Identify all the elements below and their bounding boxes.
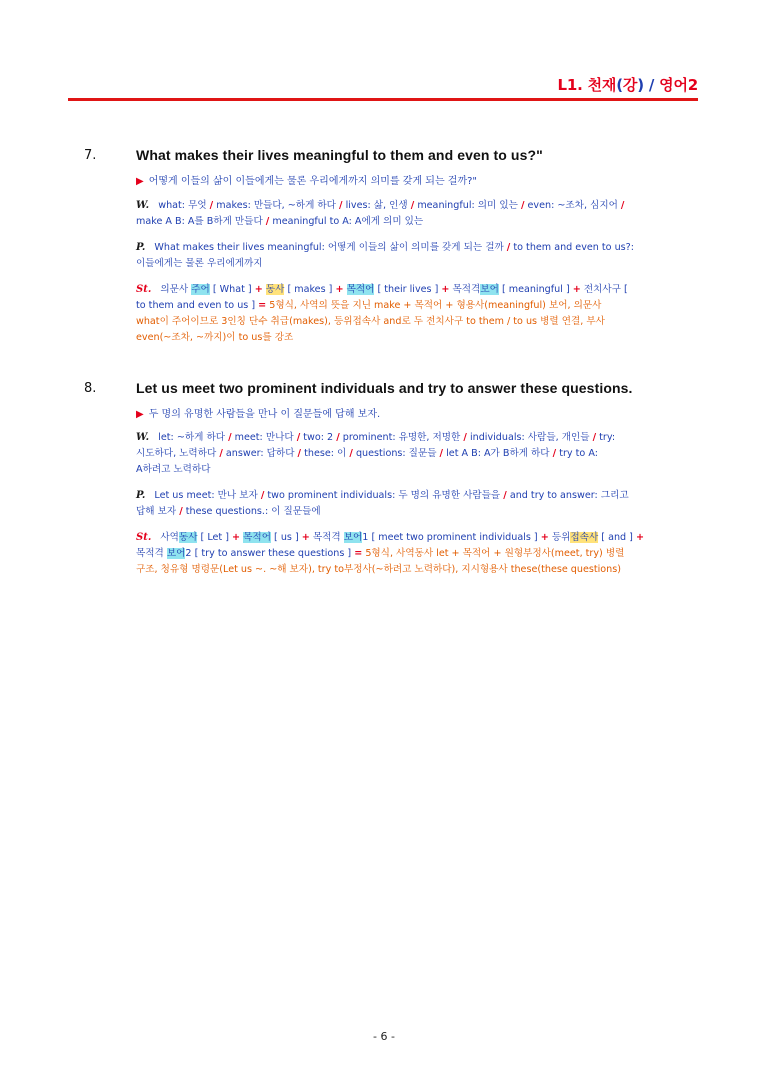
word-item: two: 2 — [303, 432, 334, 443]
page-header — [558, 74, 698, 95]
st-bracket: [ Let ] — [200, 532, 229, 543]
publisher-label: 천재 — [587, 76, 617, 94]
word-item: try to A: — [559, 448, 598, 459]
st-bracket: to them and even to us ] — [136, 300, 256, 311]
word-item: meaningful to A: A에게 의미 있는 — [272, 216, 424, 227]
triangle-right-icon: ▶ — [136, 409, 144, 420]
q8-translation — [136, 405, 380, 420]
q7-words-line1: W. what: 무엇 / makes: 만들다, ~하게 하다 / lives: 삶, 인생 / meaningful: 의미 있는 / even: ~조차, 심지어 / — [136, 200, 625, 211]
word-item: meet: 만나다 — [234, 432, 294, 443]
q7-w-tag: W. — [136, 200, 150, 211]
header-divider — [68, 98, 698, 101]
q7-words-line2: make A B: A를 B하게 만들다 / meaningful to A: A에게 의미 있는 — [136, 216, 424, 227]
st-label: 목적격 — [452, 284, 481, 295]
st-bracket: [ try to answer these questions ] — [194, 548, 352, 559]
st-explanation: what이 주어이므로 3인칭 단수 취급(makes), 등위접속사 and로 두 전치사구 to them / to us 병렬 연결, 부사 — [136, 316, 605, 327]
phrase-item: to them and even to us?: — [513, 242, 634, 253]
phrase-item: two prominent individuals: 두 명의 유명한 사람들을 — [267, 490, 501, 501]
paren-close: ) — [637, 76, 644, 94]
st-bracket: [ their lives ] — [377, 284, 439, 295]
q7-title: What makes their lives meaningful to them and even to us?" — [136, 147, 543, 163]
st-highlight: 목적어 — [346, 284, 375, 295]
word-item: these: 이 — [304, 448, 347, 459]
st-index: 1 — [362, 532, 369, 543]
st-explanation: 5형식, 사역동사 let + 목적어 + 원형부정사(meet, try) 병렬 — [365, 548, 625, 559]
q8-st-tag: St. — [136, 532, 152, 543]
word-item: try: — [599, 432, 616, 443]
st-label: 등위 — [551, 532, 571, 543]
st-bracket: [ meet two prominent individuals ] — [371, 532, 538, 543]
st-index: 2 — [185, 548, 192, 559]
q7-structure: St. 의문사 주어 [ What ] + 동사 [ makes ] + 목적어 [ their lives ] + 목적격보어 [ meaningful ] + 전치사구 [ to them and even to us ] = 5형식, 사역의 뜻을 지닌 make + 목적어 + 형용사(meaningful) 보어, 의문사 what이 주어이므로 3인칭 단수 취급(makes), 등위접속사 and로 두 전치사구 to them / to us 병렬 연결, 부사 even(~조차, ~까지)이 to us를 강조 — [136, 284, 628, 343]
word-item: even: ~조차, 심지어 — [527, 200, 618, 211]
word-item: questions: 질문들 — [355, 448, 437, 459]
q8-structure: St. 사역동사 [ Let ] + 목적어 [ us ] + 목적격 보어1 [ meet two prominent individuals ] + 등위접속사 [ and ] + 목적격 보어2 [ try to answer these questions ] = 5형식, 사역동사 let + 목적어 + 원형부정사(meet, try) 병렬 구조, 청유형 명령문(Let us ~. ~해 보자), try to부정사(~하려고 노력하다), 지시형용사 these(these questions) — [136, 532, 645, 575]
st-bracket: [ us ] — [274, 532, 299, 543]
phrase-item: and try to answer: 그리고 — [509, 490, 629, 501]
header-slash: / — [643, 76, 660, 94]
st-explanation: 5형식, 사역의 뜻을 지닌 make + 목적어 + 형용사(meaningful) 보어, 의문사 — [269, 300, 602, 311]
lesson-label: L1. — [557, 76, 583, 94]
st-highlight: 동사 — [178, 532, 198, 543]
st-label: 목적격 — [136, 548, 164, 559]
teacher-label: 강 — [622, 76, 638, 94]
st-label: 사역 — [160, 532, 179, 543]
word-item: meaningful: 의미 있는 — [417, 200, 518, 211]
st-explanation: even(~조차, ~까지)이 to us를 강조 — [136, 332, 294, 343]
q8-title: Let us meet two prominent individuals and try to answer these questions. — [136, 380, 633, 396]
word-item: what: 무엇 — [158, 200, 207, 211]
st-bracket: [ meaningful ] — [501, 284, 570, 295]
phrase-item: Let us meet: 만나 보자 — [154, 490, 258, 501]
st-bracket: [ and ] — [601, 532, 633, 543]
word-item: make A B: A를 B하게 만들다 — [136, 216, 263, 227]
st-bracket: [ makes ] — [287, 284, 333, 295]
q8-number: 8. — [84, 381, 97, 396]
st-highlight: 주어 — [191, 284, 210, 295]
q7-phrases: P. What makes their lives meaningful: 어떻게 이들의 삶이 의미를 갖게 되는 걸까 / to them and even to us?: 이들에게는 물론 우리에게까지 — [136, 242, 634, 269]
st-explanation: 구조, 청유형 명령문(Let us ~. ~해 보자), try to부정사(~하려고 노력하다), 지시형용사 these(these questions) — [136, 564, 621, 575]
triangle-right-icon: ▶ — [136, 176, 144, 187]
q8-p-tag: P. — [136, 490, 146, 501]
word-item: lives: 삶, 인생 — [345, 200, 408, 211]
q7-st-tag: St. — [136, 284, 152, 295]
st-highlight: 동사 — [265, 284, 285, 295]
st-highlight: 보어 — [480, 284, 499, 295]
st-highlight: 보어 — [343, 532, 363, 543]
st-highlight: 접속사 — [570, 532, 599, 543]
phrase-item: 답해 보자 — [136, 506, 177, 517]
st-label: 전치사구 [ — [583, 284, 628, 295]
word-item: 시도하다, 노력하다 — [136, 448, 217, 459]
subject-label: 영어2 — [659, 76, 698, 94]
word-item: let A B: A가 B하게 하다 — [446, 448, 550, 459]
word-item: let: ~하게 하다 — [158, 432, 225, 443]
q8-phrases: P. Let us meet: 만나 보자 / two prominent individuals: 두 명의 유명한 사람들을 / and try to answer: 그리고 답해 보자 / these questions.: 이 질문들에 — [136, 490, 629, 517]
word-item: A하려고 노력하다 — [136, 464, 211, 475]
paren-open: ( — [616, 76, 623, 94]
st-label: 의문사 — [160, 284, 189, 295]
q7-translation-text: 어떻게 이들의 삶이 이들에게는 물론 우리에게까지 의미를 갖게 되는 걸까?" — [148, 176, 478, 187]
st-highlight: 보어 — [166, 548, 186, 559]
st-bracket: [ What ] — [212, 284, 252, 295]
q7-number: 7. — [84, 148, 97, 163]
q8-w-tag: W. — [136, 432, 150, 443]
word-item: answer: 답하다 — [225, 448, 295, 459]
phrase-item: What makes their lives meaningful: 어떻게 이들의 삶이 의미를 갖게 되는 걸까 — [154, 242, 504, 253]
q8-words: W. let: ~하게 하다 / meet: 만나다 / two: 2 / prominent: 유명한, 저명한 / individuals: 사람들, 개인들 / try: 시도하다, 노력하다 / answer: 답하다 / these: 이 / questions: 질문들 / let A B: A가 B하게 하다 / try to A: A하려고 노력하다 — [136, 432, 616, 475]
word-item: prominent: 유명한, 저명한 — [342, 432, 461, 443]
q7-words — [136, 198, 662, 230]
q7-translation — [136, 172, 477, 187]
page-number: - 6 - — [373, 1030, 395, 1043]
q7-p-tag: P. — [136, 242, 146, 253]
word-item: individuals: 사람들, 개인들 — [469, 432, 590, 443]
st-label: 목적격 — [312, 532, 341, 543]
phrase-item: these questions.: 이 질문들에 — [185, 506, 321, 517]
st-highlight: 목적어 — [243, 532, 271, 543]
q8-translation-text: 두 명의 유명한 사람들을 만나 이 질문들에 답해 보자. — [148, 409, 381, 420]
word-item: makes: 만들다, ~하게 하다 — [216, 200, 336, 211]
phrase-item: 이들에게는 물론 우리에게까지 — [136, 258, 263, 269]
